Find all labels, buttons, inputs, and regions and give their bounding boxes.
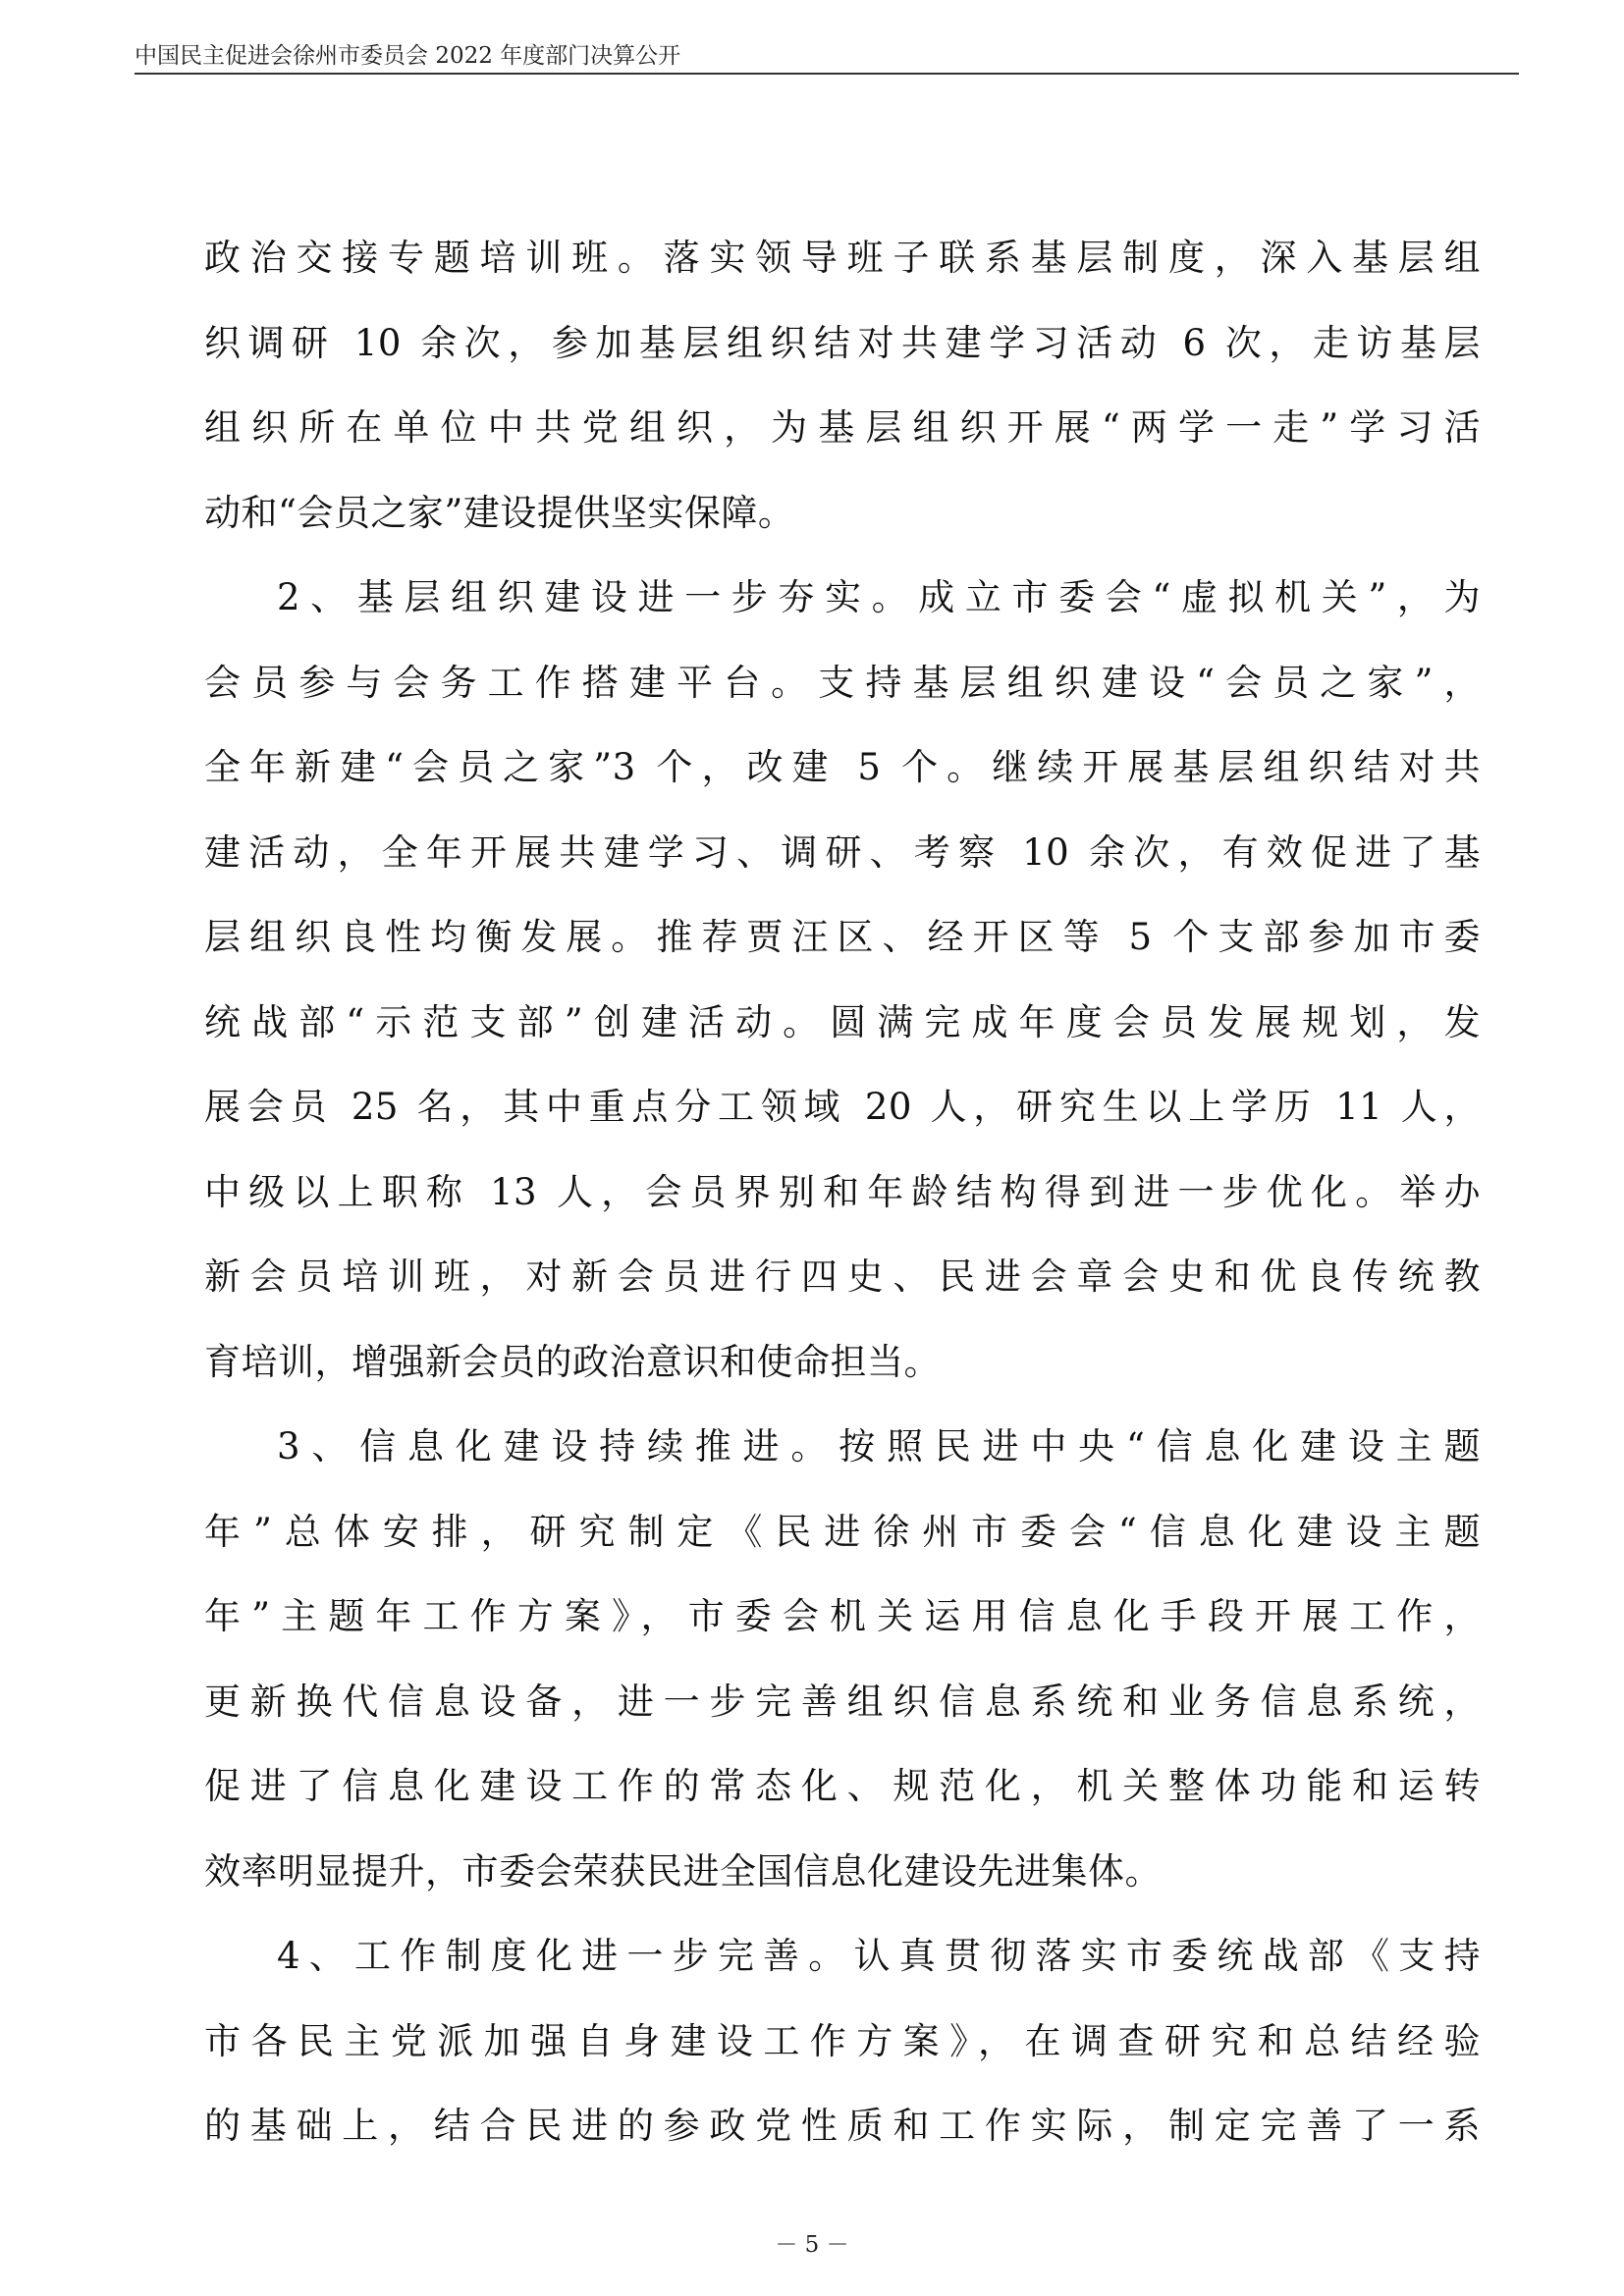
text-line: 组织所在单位中共党组织，为基层组织开展“两学一走”学习活: [204, 406, 1481, 449]
text-line: 统战部“示范支部”创建活动。圆满完成年度会员发展规划，发: [204, 1000, 1481, 1043]
text-line: 会员参与会务工作搭建平台。支持基层组织建设“会员之家”，: [204, 661, 1481, 704]
text-line: 政治交接专题培训班。落实领导班子联系基层制度，深入基层组: [204, 237, 1481, 279]
paragraph-4: [204, 1914, 1481, 2169]
page-header: [135, 33, 1519, 75]
paragraph-1: [204, 216, 1481, 556]
text-line: 建活动，全年开展共建学习、调研、考察 10 余次，有效促进了基: [204, 830, 1481, 874]
header-title: 中国民主促进会徐州市委员会 2022 年度部门决算公开: [135, 43, 681, 69]
text-line: 年”总体安排，研究制定《民进徐州市委会“信息化建设主题: [204, 1510, 1481, 1553]
text-line: 中级以上职称 13 人，会员界别和年龄结构得到进一步优化。举办: [204, 1170, 1481, 1213]
text-line: 促进了信息化建设工作的常态化、规范化，机关整体功能和运转: [204, 1765, 1481, 1807]
text-line: 织调研 10 余次，参加基层组织结对共建学习活动 6 次，走访基层: [204, 321, 1481, 364]
paragraph-3: [204, 1405, 1481, 1914]
text-line: 新会员培训班，对新会员进行四史、民进会章会史和优良传统教: [204, 1255, 1481, 1298]
paragraph-2: [204, 556, 1481, 1405]
text-line: 更新换代信息设备，进一步完善组织信息系统和业务信息系统，: [204, 1680, 1481, 1723]
text-line: 展会员 25 名，其中重点分工领域 20 人，研究生以上学历 11 人，: [204, 1086, 1481, 1128]
text-line: 3、信息化建设持续推进。按照民进中央“信息化建设主题: [277, 1425, 1481, 1468]
text-line: 的基础上，结合民进的参政党性质和工作实际，制定完善了一系: [204, 2105, 1481, 2147]
page-number: － 5 －: [775, 2232, 849, 2258]
text-line: 动和“会员之家”建设提供坚实保障。: [204, 491, 795, 534]
text-line: 育培训，增强新会员的政治意识和使命担当。: [204, 1340, 941, 1383]
text-line: 全年新建“会员之家”3 个，改建 5 个。继续开展基层组织结对共: [204, 746, 1481, 788]
text-line: 年”主题年工作方案》，市委会机关运用信息化手段开展工作，: [204, 1595, 1481, 1637]
text-line: 2、基层组织建设进一步夯实。成立市委会“虚拟机关”，为: [277, 576, 1481, 618]
text-line: 市各民主党派加强自身建设工作方案》，在调查研究和总结经验: [204, 2019, 1481, 2062]
text-line: 层组织良性均衡发展。推荐贾汪区、经开区等 5 个支部参加市委: [204, 916, 1481, 958]
text-line: 4、工作制度化进一步完善。认真贯彻落实市委统战部《支持: [277, 1935, 1481, 1977]
text-line: 效率明显提升，市委会荣获民进全国信息化建设先进集体。: [204, 1849, 1162, 1893]
document-body: [204, 216, 1481, 2169]
